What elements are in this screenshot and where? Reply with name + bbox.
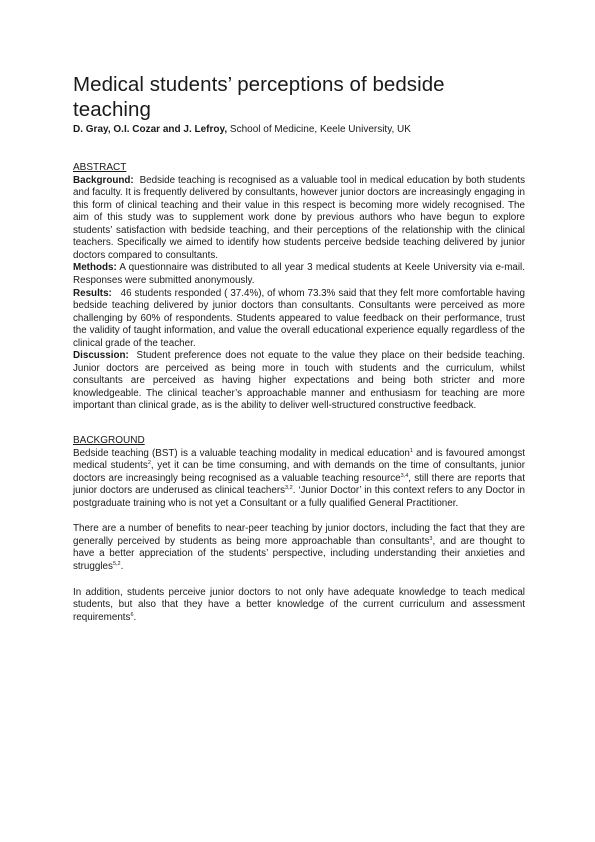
paragraph-text: There are a number of benefits to near-peer teaching by junior doctors, including the fact that they are generally perceived by students as being more approachable than consultants — [73, 523, 525, 547]
background-paragraph-3 — [73, 587, 525, 625]
results-text: 46 students responded ( 37.4%), of whom 73.3% said that they felt more comfortable having bedside teaching delivered by junior doctors than consultants. Consultants were perceived as more challenging by 60% of respondents. Students appeared to value feedback on their performance, trust the validity of taught information, and value the overall educational experience equally regardless of the clinical grade of the teacher. — [73, 287, 525, 349]
author-line — [73, 123, 525, 137]
discussion-label: Discussion: — [73, 350, 129, 362]
citation: 6 — [130, 611, 134, 618]
paper-title: Medical students’ perceptions of bedside teaching — [73, 73, 445, 121]
citation: 5,2 — [112, 560, 121, 567]
author-names: D. Gray, O.I. Cozar and J. Lefroy, — [73, 124, 228, 135]
background-heading: BACKGROUND — [73, 434, 145, 446]
methods-text: A questionnaire was distributed to all year 3 medical students at Keele University via e-mail. Responses were submitted anonymously. — [73, 262, 525, 286]
results-label: Results: — [73, 287, 112, 299]
abstract-section — [73, 162, 525, 413]
background-paragraph-2 — [73, 523, 525, 573]
author-affiliation: School of Medicine, Keele University, UK — [229, 124, 411, 135]
paragraph-text: Bedside teaching (BST) is a valuable teaching modality in medical education — [73, 447, 410, 459]
abstract-discussion — [73, 350, 525, 413]
background-paragraph-1 — [73, 448, 525, 511]
paragraph-text: . — [120, 560, 124, 572]
abstract-heading: ABSTRACT — [73, 162, 127, 173]
citation: 1 — [409, 447, 413, 454]
citation: 2 — [147, 460, 151, 467]
paper-page — [73, 72, 525, 624]
paragraph-text: . ‘Junior Doctor’ in this context refers to any Doctor in postgraduate training who is not yet a Consultant or a fully qualified General Practitioner. — [73, 485, 525, 509]
paragraph-text: and is favoured amongst medical students — [73, 447, 525, 472]
paragraph-text: . — [133, 611, 137, 623]
paragraph-text: , still there are reports that junior doctors are underused as clinical teachers — [73, 472, 525, 497]
abstract-background — [73, 175, 525, 263]
citation: 3,4 — [400, 472, 409, 479]
abstract-results — [73, 288, 525, 351]
discussion-text: Student preference does not equate to the value they place on their bedside teaching. Junior doctors are perceived as being more in touch with students and the curriculum, whilst consultants are perceived as having higher expectations and being both stricter and more knowledgeable. The clinical teacher’s approachable manner and enthusiasm for teaching are more important than clinical grade, as is the ability to deliver well-structured constructive feedback. — [73, 350, 525, 412]
citation: 3 — [429, 535, 433, 542]
paragraph-text: In addition, students perceive junior doctors to not only have adequate knowledge to teach medical students, but also that they have a better knowledge of the current curriculum and assessment requirements — [73, 586, 525, 623]
abstract-methods — [73, 262, 525, 287]
background-section — [73, 435, 525, 624]
background-text: Bedside teaching is recognised as a valuable tool in medical education by both students and faculty. It is frequently delivered by consultants, however junior doctors are increasingly engaging in this form of clinical teaching and their value in this respect is becoming more widely recognised. The aim of this study was to supplement work done by previous authors who have begun to explore students’ satisfaction with bedside teaching, and their perceptions of the relationship with the clinical teachers. Specifically we aimed to identify how students perceive bedside teaching delivered by junior doctors compared to consultants. — [73, 174, 525, 261]
paragraph-text: , and are thought to have a better appreciation of the students’ perspective, including understanding their anxieties and struggles — [73, 535, 525, 572]
paragraph-text: , yet it can be time consuming, and with demands on the time of consultants, junior doctors are increasingly being recognised as a valuable teaching resource — [73, 460, 525, 484]
methods-label: Methods: — [73, 262, 117, 274]
citation: 3,2 — [285, 485, 293, 492]
background-label: Background: — [73, 174, 134, 186]
